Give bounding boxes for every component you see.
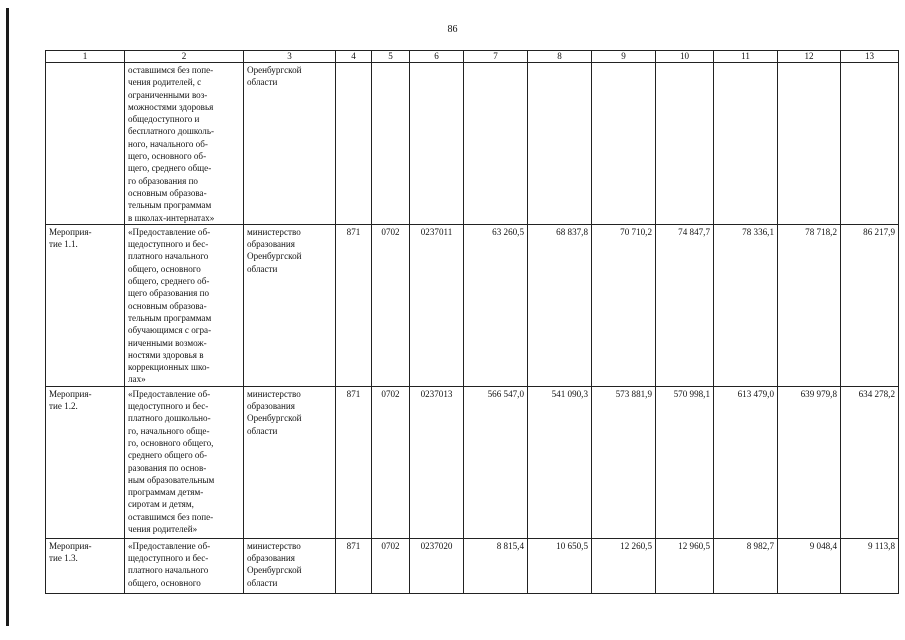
code-cell: 871 <box>336 386 372 538</box>
amount-cell <box>528 63 592 225</box>
description-cell-line: основным образова- <box>128 300 207 311</box>
executor-cell-line: области <box>247 77 278 88</box>
column-header: 10 <box>656 51 714 63</box>
description-cell-line: оставшимся без попе- <box>128 65 214 75</box>
executor-cell <box>244 63 336 225</box>
description-cell-line: ниченными возмож- <box>128 337 207 348</box>
amount-cell <box>714 63 778 225</box>
column-header: 7 <box>464 51 528 63</box>
description-cell-line: обучающимся с огра- <box>128 325 212 336</box>
table-row <box>46 386 899 538</box>
description-cell-line: общего, среднего об- <box>128 276 210 287</box>
description-cell-line: щего образования по <box>128 288 210 299</box>
description-cell <box>125 538 244 593</box>
column-header: 13 <box>841 51 899 63</box>
description-cell-line: го, начального обще- <box>128 425 210 436</box>
amount-cell: 8 815,4 <box>464 538 528 593</box>
description-cell-line: ностями здоровья в <box>128 349 204 360</box>
code-cell: 0237020 <box>410 538 464 593</box>
column-header: 9 <box>592 51 656 63</box>
description-cell-line: чения родителей» <box>128 523 198 534</box>
column-header: 5 <box>372 51 410 63</box>
amount-cell <box>464 63 528 225</box>
code-cell: 871 <box>336 224 372 386</box>
amount-cell: 70 710,2 <box>592 224 656 386</box>
description-cell-line: ным образовательным <box>128 474 215 485</box>
description-cell-line: общедоступного и <box>128 114 200 125</box>
code-cell <box>410 63 464 225</box>
event-cell <box>46 63 125 225</box>
event-cell-line: тие 1.2. <box>49 401 78 412</box>
column-header: 2 <box>125 51 244 63</box>
code-cell: 0702 <box>372 538 410 593</box>
code-cell: 0237011 <box>410 224 464 386</box>
executor-cell-line: области <box>247 577 278 588</box>
amount-cell <box>592 63 656 225</box>
table-row <box>46 538 899 593</box>
amount-cell: 86 217,9 <box>841 224 899 386</box>
description-cell-line: щедоступного и бес- <box>128 401 209 412</box>
description-cell-line: общего, основного <box>128 577 201 588</box>
executor-cell-line: Оренбургской <box>247 251 302 262</box>
description-cell-line: тельным программам <box>128 200 212 211</box>
executor-cell <box>244 224 336 386</box>
amount-cell <box>841 63 899 225</box>
event-cell-line: Мероприя- <box>49 226 92 237</box>
description-cell-line: среднего общего об- <box>128 450 208 461</box>
description-cell-line: чения родителей, с <box>128 77 202 88</box>
executor-cell-line: образования <box>247 239 295 250</box>
description-cell-line: «Предоставление об- <box>128 388 211 399</box>
executor-cell-line: Оренбургской <box>247 413 302 424</box>
amount-cell: 9 048,4 <box>778 538 841 593</box>
amount-cell: 573 881,9 <box>592 386 656 538</box>
budget-table <box>45 50 899 594</box>
table-row <box>46 63 899 225</box>
amount-cell: 78 336,1 <box>714 224 778 386</box>
executor-cell-line: области <box>247 263 278 274</box>
executor-cell-line: образования <box>247 401 295 412</box>
event-cell-line: Мероприя- <box>49 388 92 399</box>
description-cell <box>125 386 244 538</box>
description-cell-line: общего, основного <box>128 263 201 274</box>
description-cell-line: го образования по <box>128 175 198 186</box>
event-cell <box>46 538 125 593</box>
description-cell-line: оставшимся без попе- <box>128 511 214 522</box>
description-cell-line: сиротам и детям, <box>128 499 194 510</box>
amount-cell: 12 260,5 <box>592 538 656 593</box>
code-cell <box>372 63 410 225</box>
description-cell-line: «Предоставление об- <box>128 540 211 551</box>
description-cell-line: разования по основ- <box>128 462 207 473</box>
code-cell: 871 <box>336 538 372 593</box>
description-cell-line: щего, среднего обще- <box>128 163 212 174</box>
description-cell-line: в школах-интернатах» <box>128 212 215 223</box>
code-cell <box>336 63 372 225</box>
amount-cell: 10 650,5 <box>528 538 592 593</box>
description-cell-line: «Предоставление об- <box>128 226 211 237</box>
amount-cell: 12 960,5 <box>656 538 714 593</box>
event-cell <box>46 224 125 386</box>
executor-cell-line: Оренбургской <box>247 565 302 576</box>
amount-cell: 566 547,0 <box>464 386 528 538</box>
description-cell-line: щедоступного и бес- <box>128 239 209 250</box>
description-cell-line: щедоступного и бес- <box>128 553 209 564</box>
amount-cell: 613 479,0 <box>714 386 778 538</box>
page-number: 86 <box>447 24 458 35</box>
event-cell <box>46 386 125 538</box>
description-cell-line: можностями здоровья <box>128 101 214 112</box>
description-cell-line: ного, начального об- <box>128 138 208 149</box>
amount-cell <box>778 63 841 225</box>
amount-cell: 8 982,7 <box>714 538 778 593</box>
event-cell-line: Мероприя- <box>49 540 92 551</box>
amount-cell: 634 278,2 <box>841 386 899 538</box>
header-row <box>46 51 899 63</box>
scan-edge-bar <box>6 8 9 626</box>
table-row <box>46 224 899 386</box>
executor-cell-line: министерство <box>247 540 301 551</box>
description-cell <box>125 63 244 225</box>
executor-cell-line: области <box>247 425 278 436</box>
code-cell: 0702 <box>372 224 410 386</box>
executor-cell-line: Оренбургской <box>247 65 302 75</box>
executor-cell <box>244 386 336 538</box>
amount-cell: 74 847,7 <box>656 224 714 386</box>
code-cell: 0702 <box>372 386 410 538</box>
executor-cell-line: министерство <box>247 226 301 237</box>
amount-cell: 68 837,8 <box>528 224 592 386</box>
code-cell: 0237013 <box>410 386 464 538</box>
amount-cell: 639 979,8 <box>778 386 841 538</box>
column-header: 11 <box>714 51 778 63</box>
column-header: 3 <box>244 51 336 63</box>
column-header: 1 <box>46 51 125 63</box>
description-cell <box>125 224 244 386</box>
description-cell-line: тельным программам <box>128 312 212 323</box>
description-cell-line: бесплатного дошколь- <box>128 126 214 137</box>
column-header: 8 <box>528 51 592 63</box>
amount-cell: 9 113,8 <box>841 538 899 593</box>
event-cell-line: тие 1.1. <box>49 239 78 250</box>
column-header: 6 <box>410 51 464 63</box>
column-header: 4 <box>336 51 372 63</box>
description-cell-line: основным образова- <box>128 187 207 198</box>
amount-cell: 63 260,5 <box>464 224 528 386</box>
executor-cell-line: образования <box>247 553 295 564</box>
description-cell-line: лах» <box>128 374 146 385</box>
amount-cell: 541 090,3 <box>528 386 592 538</box>
amount-cell <box>656 63 714 225</box>
event-cell-line: тие 1.3. <box>49 553 78 564</box>
description-cell-line: платного начального <box>128 565 209 576</box>
description-cell-line: коррекционных шко- <box>128 362 210 373</box>
description-cell-line: программам детям- <box>128 487 204 498</box>
description-cell-line: ограниченными воз- <box>128 89 208 100</box>
description-cell-line: платного начального <box>128 251 209 262</box>
column-header: 12 <box>778 51 841 63</box>
amount-cell: 570 998,1 <box>656 386 714 538</box>
description-cell-line: платного дошкольно- <box>128 413 211 424</box>
executor-cell-line: министерство <box>247 388 301 399</box>
amount-cell: 78 718,2 <box>778 224 841 386</box>
description-cell-line: го, основного общего, <box>128 437 214 448</box>
description-cell-line: щего, основного об- <box>128 151 207 162</box>
executor-cell <box>244 538 336 593</box>
